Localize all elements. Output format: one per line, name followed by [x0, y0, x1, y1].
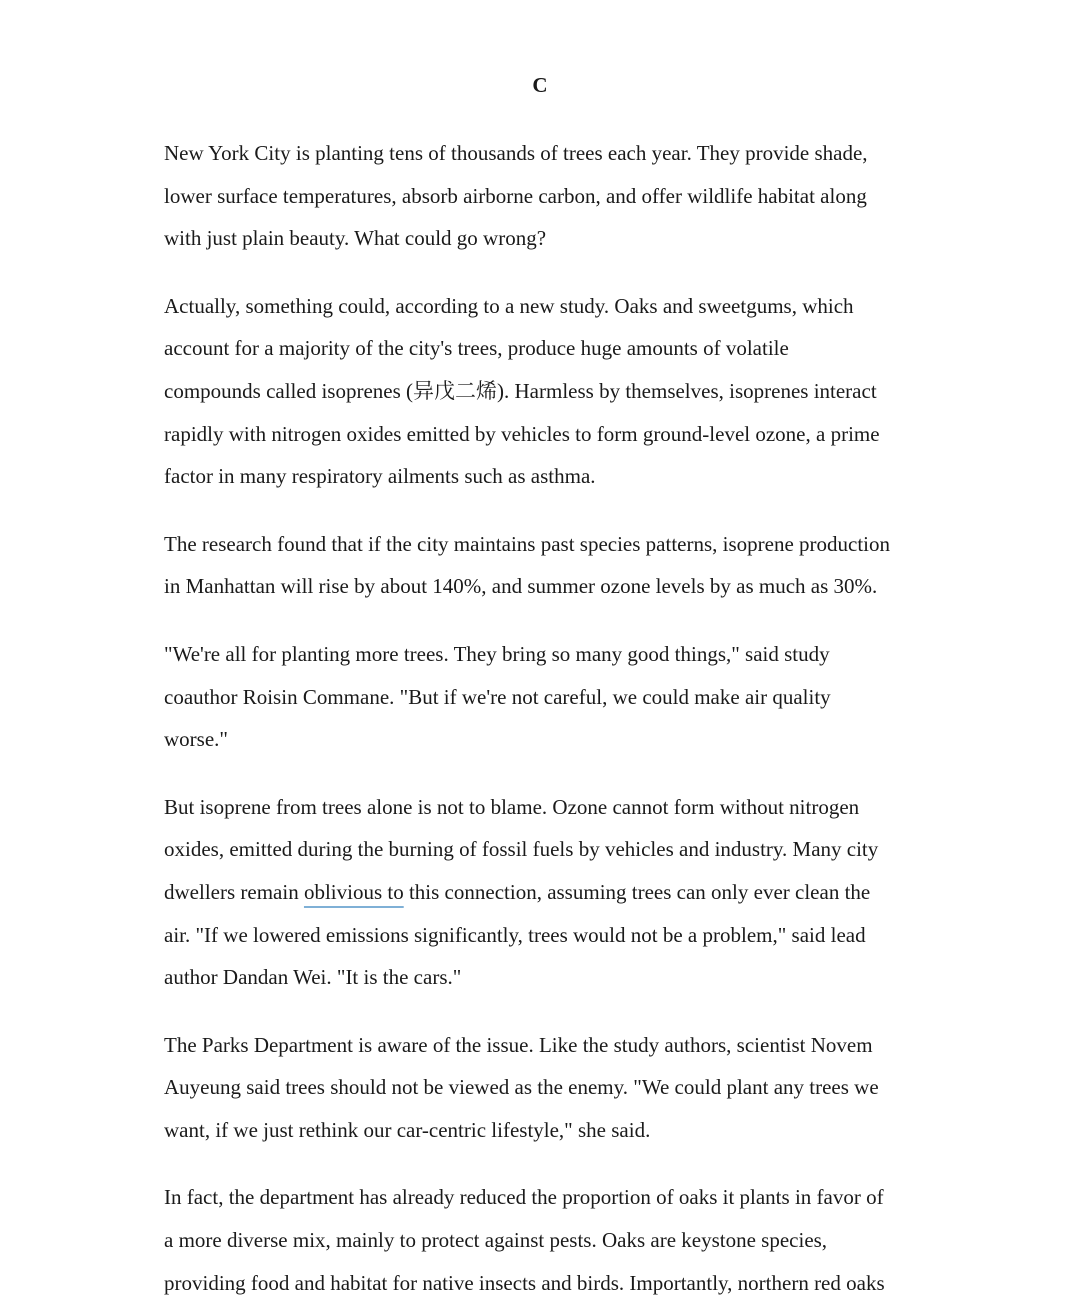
text-line: [164, 871, 944, 914]
text-line: In fact, the department has already reduced the proportion of oaks it plants in favor of: [164, 1185, 884, 1210]
text-line: a more diverse mix, mainly to protect against pests. Oaks are keystone species,: [164, 1228, 828, 1253]
text-line: account for a majority of the city's trees, produce huge amounts of volatile: [164, 336, 789, 361]
paragraph-4: [164, 633, 944, 761]
text-line: compounds called isoprenes (异戊二烯). Harmless by themselves, isoprenes interact: [164, 378, 877, 403]
paragraph-6: [164, 1024, 944, 1152]
text-line: factor in many respiratory ailments such as asthma.: [164, 464, 596, 489]
text-line: "We're all for planting more trees. They bring so many good things," said study: [164, 641, 830, 666]
text-segment: dwellers remain: [164, 879, 304, 904]
text-line: But isoprene from trees alone is not to blame. Ozone cannot form without nitrogen: [164, 794, 860, 819]
paragraph-1: [164, 132, 944, 260]
text-line: air. "If we lowered emissions significantly, trees would not be a problem," said lead: [164, 922, 866, 947]
paragraph-2: [164, 285, 944, 498]
text-line: with just plain beauty. What could go wrong?: [164, 226, 547, 251]
text-line: want, if we just rethink our car-centric lifestyle," she said.: [164, 1117, 651, 1142]
text-line: providing food and habitat for native insects and birds. Importantly, northern red oaks: [164, 1270, 885, 1295]
text-line: oxides, emitted during the burning of fossil fuels by vehicles and industry. Many city: [164, 837, 879, 862]
text-line: Actually, something could, according to a new study. Oaks and sweetgums, which: [164, 293, 854, 318]
underlined-phrase: oblivious to: [303, 879, 404, 904]
paragraph-3: [164, 523, 944, 608]
text-line: rapidly with nitrogen oxides emitted by vehicles to form ground-level ozone, a prime: [164, 421, 880, 446]
text-line: in Manhattan will rise by about 140%, and summer ozone levels by as much as 30%.: [164, 574, 878, 599]
text-segment: this connection, assuming trees can only ever clean the: [403, 879, 871, 904]
paragraph-7: [164, 1176, 944, 1304]
paragraph-5: [164, 786, 944, 999]
text-line: Auyeung said trees should not be viewed as the enemy. "We could plant any trees we: [164, 1075, 879, 1100]
text-line: worse.": [164, 727, 228, 752]
text-line: lower surface temperatures, absorb airborne carbon, and offer wildlife habitat along: [164, 183, 867, 208]
text-line: author Dandan Wei. "It is the cars.": [164, 965, 462, 990]
text-line: New York City is planting tens of thousands of trees each year. They provide shade,: [164, 141, 868, 165]
text-line: The research found that if the city maintains past species patterns, isoprene production: [164, 531, 891, 556]
text-line: coauthor Roisin Commane. "But if we're not careful, we could make air quality: [164, 684, 831, 709]
article-body: [164, 132, 944, 1304]
text-line: The Parks Department is aware of the issue. Like the study authors, scientist Novem: [164, 1032, 873, 1057]
passage-heading: C: [532, 73, 548, 97]
